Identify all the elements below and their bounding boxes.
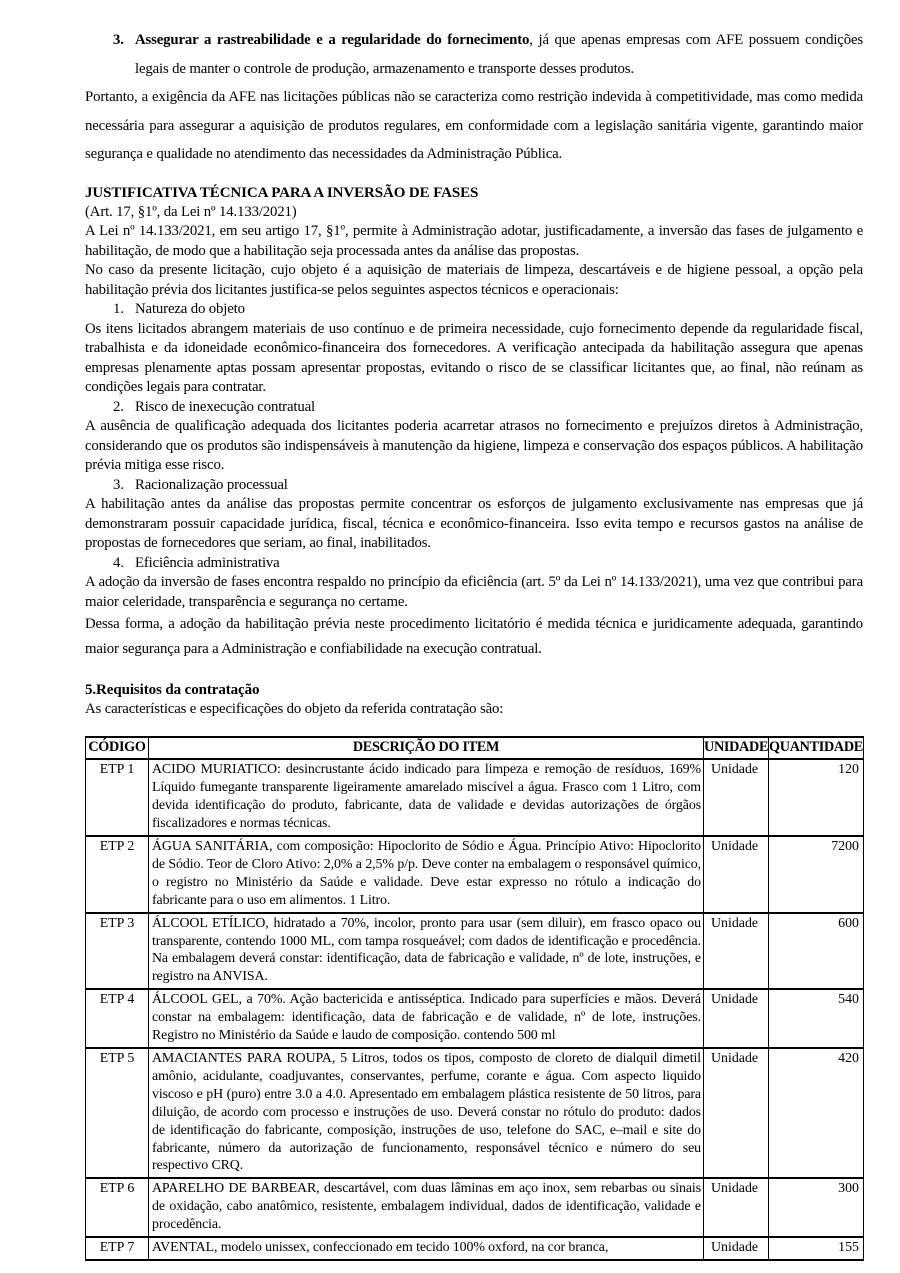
paragraph-portanto: Portanto, a exigência da AFE nas licitações públicas não se caracteriza como restrição indevida à competitividade, mas como medida necessária para assegurar a aquisição de produtos regulares, em conformidade com a legislação sanitária vigente, garantindo maior segurança e qualidade no atendimento das necessidades da Administração Pública.: [85, 89, 863, 162]
item-title: Natureza do objeto: [135, 301, 245, 317]
cell-unit: Unidade: [704, 1048, 769, 1178]
item-number: 2.: [113, 398, 124, 415]
table-header-quantidade: QUANTIDADE: [769, 737, 864, 760]
cell-qty: 540: [769, 989, 864, 1048]
list-item-rest-text: , já que apenas empresas com AFE possuem condições legais de manter o controle de produção, armazenamento e transporte desses produtos.: [135, 32, 863, 77]
cell-unit: Unidade: [704, 836, 769, 913]
table-header-codigo: CÓDIGO: [86, 737, 149, 760]
cell-desc: ÁLCOOL GEL, a 70%. Ação bactericida e antisséptica. Indicado para superfícies e mãos. Deverá constar na embalagem: identificação, data de fabricação e de validade, nº de lote, instruções. Registro no Ministério da Saúde e laudo de composição. contendo 500 ml: [149, 989, 704, 1048]
cell-unit: Unidade: [704, 759, 769, 836]
paragraph-requisitos-intro: As características e especificações do objeto da referida contratação são:: [85, 701, 504, 717]
cell-desc: ÁLCOOL ETÍLICO, hidratado a 70%, incolor, pronto para usar (sem diluir), em frasco opaco ou transparente, contendo 1000 ML, com tampa rosqueável; com dados de identificação e procedência. Na embalagem deverá constar: identificação, data de fabricação e validade, nº de lote, instruções, e registro na ANVISA.: [149, 913, 704, 990]
numbered-item-heading-2: [85, 398, 863, 418]
paragraph-no-caso: No caso da presente licitação, cujo objeto é a aquisição de materiais de limpeza, descartáveis e de higiene pessoal, a opção pela habilitação prévia dos licitantes justifica-se pelos seguintes aspectos técnicos e operacionais:: [85, 262, 863, 298]
cell-code: ETP 2: [86, 836, 149, 913]
paragraph-lei: A Lei nº 14.133/2021, em seu artigo 17, §1º, permite à Administração adotar, justificadamente, a inversão das fases de julgamento e habilitação, de modo que a habilitação seja processada antes da análise das propostas.: [85, 223, 863, 259]
table-row: [86, 759, 864, 836]
cell-code: ETP 6: [86, 1178, 149, 1237]
cell-qty: 120: [769, 759, 864, 836]
numbered-item-heading-1: [85, 300, 863, 320]
cell-desc: AMACIANTES PARA ROUPA, 5 Litros, todos os tipos, composto de cloreto de dialquil dimetil amônio, acidulante, coadjuvantes, conservantes, perfume, corante e água. Com aspecto liquido viscoso e pH (puro) entre 3.0 a 4.0. Apresentado em embalagem plástica resistente de 50 litros, para diluição, de acordo com processo e instruções de uso. Deverá constar no rótulo do produto: dados de identificação do fabricante, composição, instruções de uso, telefone do SAC, e–mail e site do fabricante, número da autorização de funcionamento, responsável técnico e número do seu respectivo CRQ.: [149, 1048, 704, 1178]
list-item-text: [135, 32, 863, 77]
cell-desc: AVENTAL, modelo unissex, confeccionado em tecido 100% oxford, na cor branca,: [149, 1237, 704, 1260]
item-body-2: A ausência de qualificação adequada dos licitantes poderia acarretar atrasos no fornecimento e prejuízos diretos à Administração, considerando que os produtos são indispensáveis à manutenção da higiene, limpeza e conservação dos espaços públicos. A habilitação prévia mitiga esse risco.: [85, 418, 863, 473]
item-title: Racionalização processual: [135, 476, 288, 493]
table-row: [86, 913, 864, 990]
cell-qty: 600: [769, 913, 864, 990]
list-item-bold-text: Assegurar a rastreabilidade e a regularidade do fornecimento: [135, 32, 530, 48]
list-item-number: 3.: [113, 32, 124, 48]
table-header-unidade: UNIDADE: [704, 737, 769, 760]
numbered-item-heading-3: [85, 476, 863, 496]
item-number: 4.: [113, 554, 124, 571]
cell-code: ETP 5: [86, 1048, 149, 1178]
cell-code: ETP 3: [86, 913, 149, 990]
cell-unit: Unidade: [704, 1178, 769, 1237]
subtitle-lei-reference: (Art. 17, §1º, da Lei nº 14.133/2021): [85, 203, 297, 220]
closing-paragraph: Dessa forma, a adoção da habilitação prévia neste procedimento licitatório é medida técnica e juridicamente adequada, garantindo maior segurança para a Administração e confiabilidade na execução contratual.: [85, 616, 863, 657]
table-row: [86, 1178, 864, 1237]
table-row: [86, 989, 864, 1048]
cell-code: ETP 4: [86, 989, 149, 1048]
item-number: 1.: [113, 301, 124, 317]
cell-desc: APARELHO DE BARBEAR, descartável, com duas lâminas em aço inox, sem rebarbas ou sinais de oxidação, cabo anatômico, resistente, embalagem individual, dados de identificação, validade e procedência.: [149, 1178, 704, 1237]
cell-qty: 300: [769, 1178, 864, 1237]
table-row: [86, 1048, 864, 1178]
cell-qty: 7200: [769, 836, 864, 913]
section-title-requisitos: 5.Requisitos da contratação: [85, 682, 260, 698]
cell-desc: ACIDO MURIATICO: desincrustante ácido indicado para limpeza e remoção de resíduos, 169% Líquido fumegante transparente ligeiramente amarelado miscível a água. Frasco com 1 Litro, com devida identificação do produto, fabricante, data de validade e devidas autorizações de órgãos fiscalizadores e normas técnicas.: [149, 759, 704, 836]
item-body-1: Os itens licitados abrangem materiais de uso contínuo e de primeira necessidade, cujo fornecimento depende da regularidade fiscal, trabalhista e da idoneidade econômico-financeira dos fornecedores. A verificação antecipada da habilitação assegura que apenas empresas plenamente aptas possam apresentar propostas, evitando o risco de se classificar licitantes que, ao final, não reúnam as condições legais para contratar.: [85, 320, 863, 395]
item-number: 3.: [113, 476, 124, 493]
item-title: Eficiência administrativa: [135, 554, 280, 571]
table-header-row: [86, 737, 864, 760]
intro-list-item-3: [85, 26, 863, 83]
numbered-item-heading-4: [85, 554, 863, 574]
cell-qty: 420: [769, 1048, 864, 1178]
cell-unit: Unidade: [704, 1237, 769, 1260]
cell-code: ETP 7: [86, 1237, 149, 1260]
cell-unit: Unidade: [704, 913, 769, 990]
cell-qty: 155: [769, 1237, 864, 1260]
table-row: [86, 1237, 864, 1260]
item-title: Risco de inexecução contratual: [135, 398, 315, 415]
cell-unit: Unidade: [704, 989, 769, 1048]
item-body-4: A adoção da inversão de fases encontra respaldo no princípio da eficiência (art. 5º da Lei nº 14.133/2021), uma vez que contribui para maior celeridade, transparência e segurança no certame.: [85, 574, 863, 610]
table-header-descricao: DESCRIÇÃO DO ITEM: [149, 737, 704, 760]
cell-code: ETP 1: [86, 759, 149, 836]
item-body-3: A habilitação antes da análise das propostas permite concentrar os esforços de julgamento exclusivamente nas empresas que já demonstraram possuir capacidade jurídica, fiscal, técnica e econômico-financeira. Isso evita tempo e recursos gastos na análise de propostas de fornecedores que seriam, ao final, inabilitados.: [85, 496, 863, 551]
section-title-justificativa: JUSTIFICATIVA TÉCNICA PARA A INVERSÃO DE FASES: [85, 184, 479, 201]
cell-desc: ÁGUA SANITÁRIA, com composição: Hipoclorito de Sódio e Água. Princípio Ativo: Hipoclorito de Sódio. Teor de Cloro Ativo: 2,0% a 2,5% p/p. Deve conter na embalagem o responsável químico, o registro no Ministério da Saúde e validade. Deve estar expresso no rótulo a indicação do fabricante para o uso em alimentos. 1 Litro.: [149, 836, 704, 913]
table-row: [86, 836, 864, 913]
requisitos-table: [85, 736, 864, 1261]
